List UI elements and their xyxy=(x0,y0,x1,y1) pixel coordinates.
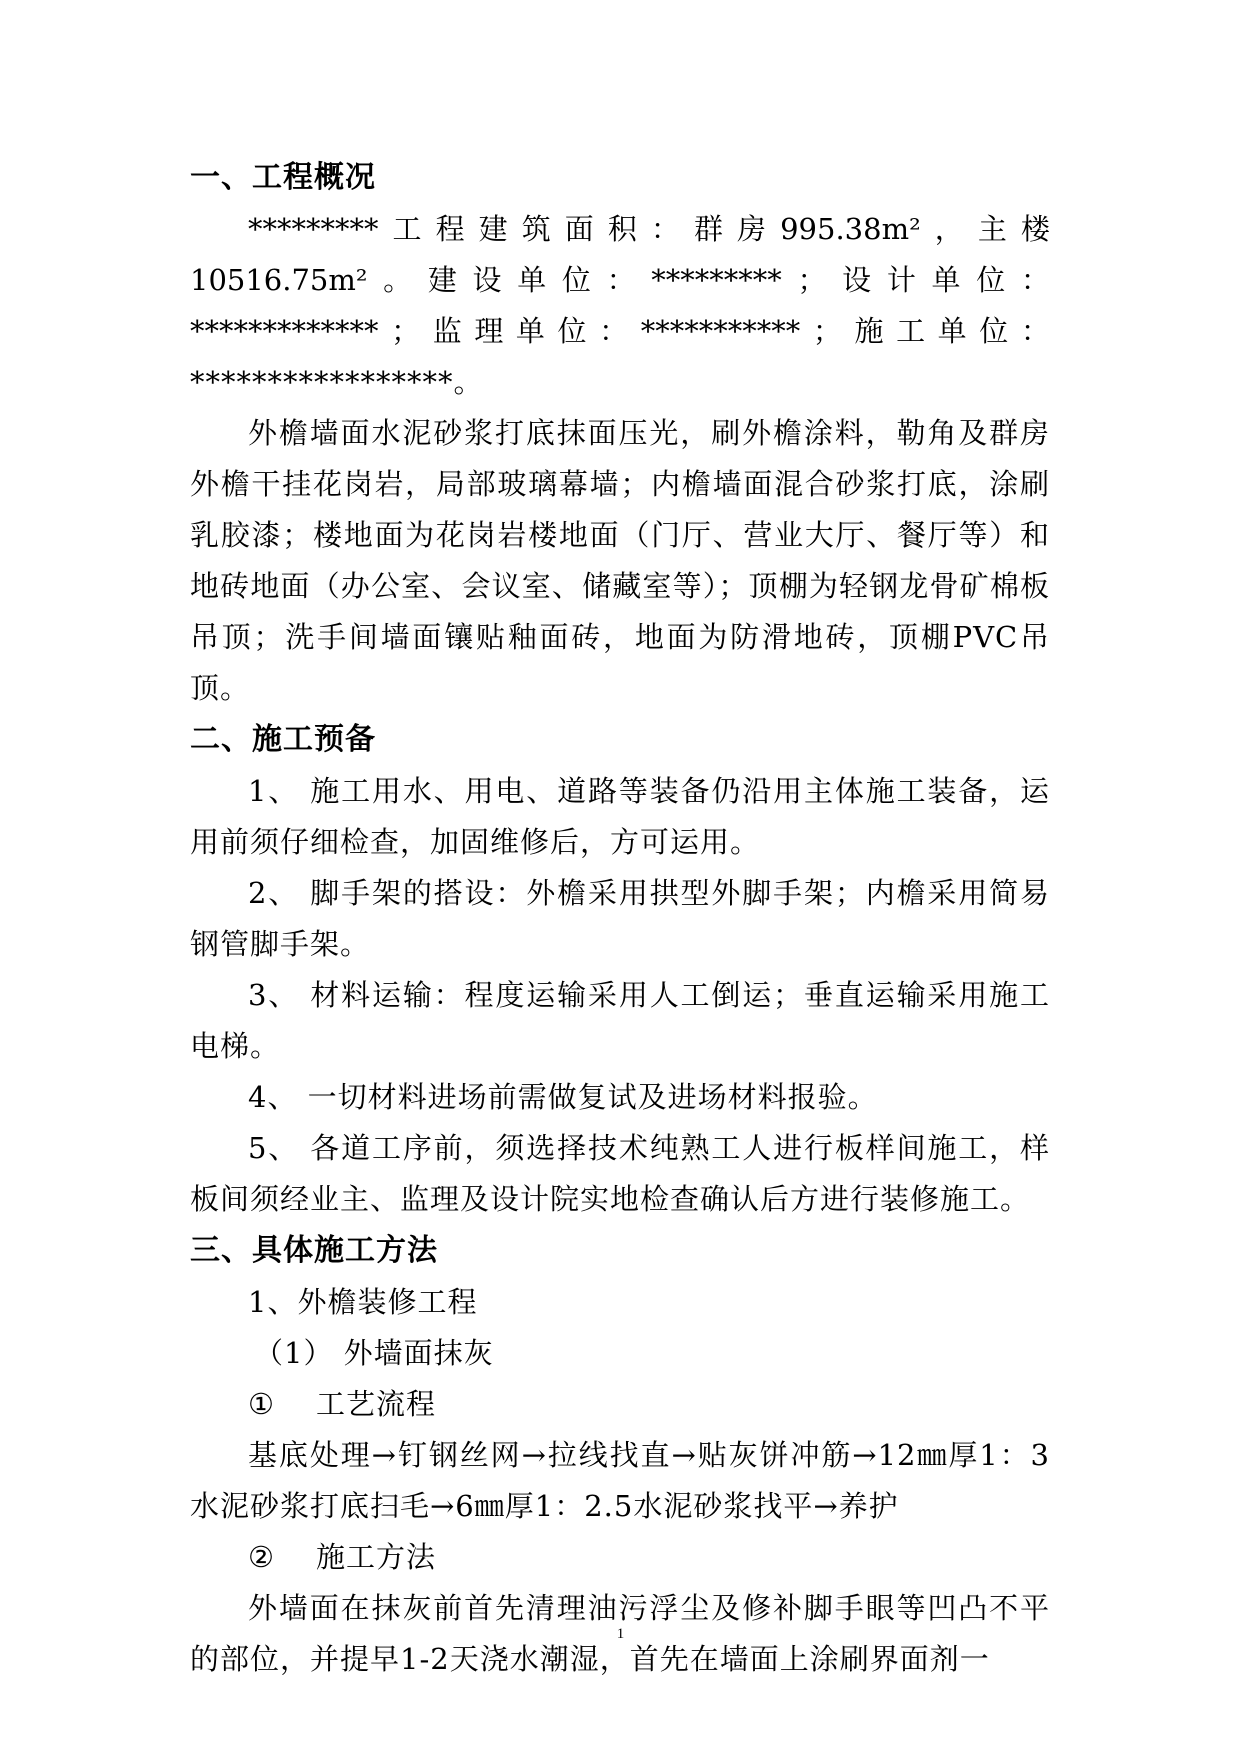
prep-item-2: 2、 脚手架的搭设：外檐采用拱型外脚手架；内檐采用简易钢管脚手架。 xyxy=(190,876,1050,961)
overview-token: 。 xyxy=(383,263,413,297)
prep-item-5: 5、 各道工序前，须选择技术纯熟工人进行板样间施工，样板间须经业主、监理及设计院实地检查确认后方进行装修施工。 xyxy=(190,1131,1050,1216)
section-heading-methods: 三、具体施工方法 xyxy=(190,1233,438,1268)
overview-token: 设 xyxy=(472,263,502,297)
overview-token: 房 xyxy=(737,212,767,246)
overview-token: 位 xyxy=(976,263,1006,297)
step-method-heading xyxy=(190,1532,1050,1583)
overview-token: ； xyxy=(391,314,421,348)
process-flow-text: 基底处理→钉钢丝网→拉线找直→贴灰饼冲筋→12㎜厚1：3水泥砂浆打底扫毛→6㎜厚1：2.5水泥砂浆找平→养护 xyxy=(190,1438,1050,1523)
subsection-exterior-finishing: 1、外檐装修工程 xyxy=(248,1285,478,1319)
overview-token: ： xyxy=(599,314,629,348)
overview-line-1 xyxy=(190,204,1050,255)
overview-token: ： xyxy=(650,212,680,246)
overview-token: 主 xyxy=(977,212,1007,246)
overview-token: ， xyxy=(934,212,964,246)
step-process-flow-heading xyxy=(190,1379,1050,1430)
overview-token: ： xyxy=(606,263,636,297)
overview-token: 工 xyxy=(896,314,926,348)
subsection-exterior-plastering: （1） 外墙面抹灰 xyxy=(254,1336,494,1370)
overview-token: ********* xyxy=(248,212,379,246)
page-number: 1 xyxy=(616,1626,625,1642)
overview-token: 群 xyxy=(693,212,723,246)
overview-token: 位 xyxy=(557,314,587,348)
overview-line-3 xyxy=(190,306,1050,357)
overview-token: 理 xyxy=(474,314,504,348)
prep-item-3: 3、 材料运输：程度运输采用人工倒运；垂直运输采用施工电梯。 xyxy=(190,978,1050,1063)
method-paragraph: 外墙面在抹灰前首先清理油污浮尘及修补脚手眼等凹凸不平的部位，并提早1-2天浇水潮湿，首先在墙面上涂刷界面剂一 xyxy=(190,1591,1050,1676)
overview-token: 监 xyxy=(432,314,462,348)
document-body xyxy=(190,152,1050,1685)
overview-token: 面 xyxy=(564,212,594,246)
overview-token: 积 xyxy=(607,212,637,246)
overview-token: 设 xyxy=(842,263,872,297)
overview-token: *********** xyxy=(640,314,801,348)
prep-item-4: 4、 一切材料进场前需做复试及进场材料报验。 xyxy=(248,1080,878,1114)
prep-item-1: 1、 施工用水、用电、道路等装备仍沿用主体施工装备，运用前须仔细检查，加固维修后，方可运用。 xyxy=(190,774,1050,859)
overview-token: 筑 xyxy=(521,212,551,246)
overview-token: ； xyxy=(797,263,827,297)
overview-token: 单 xyxy=(937,314,967,348)
overview-token: ； xyxy=(812,314,842,348)
overview-token: 位 xyxy=(561,263,591,297)
overview-token: 单 xyxy=(515,314,545,348)
overview-token: 程 xyxy=(435,212,465,246)
overview-token: 计 xyxy=(886,263,916,297)
section-heading-overview: 一、工程概况 xyxy=(190,160,376,195)
overview-token: 单 xyxy=(931,263,961,297)
overview-token: 995.38m² xyxy=(780,212,921,246)
overview-token: 施 xyxy=(854,314,884,348)
overview-token: 楼 xyxy=(1020,212,1050,246)
overview-token: ： xyxy=(1020,263,1050,297)
overview-token: 工 xyxy=(392,212,422,246)
overview-token: 单 xyxy=(517,263,547,297)
step-number-1: ① xyxy=(248,1387,275,1421)
overview-token: 建 xyxy=(427,263,457,297)
overview-line-4: *****************。 xyxy=(190,365,484,399)
overview-token: ************* xyxy=(190,314,379,348)
step-number-2: ② xyxy=(248,1540,275,1574)
overview-token: 建 xyxy=(478,212,508,246)
overview-token: 位 xyxy=(979,314,1009,348)
overview-token: ********* xyxy=(651,263,782,297)
step-label-method: 施工方法 xyxy=(316,1540,437,1574)
step-label-process-flow: 工艺流程 xyxy=(316,1387,437,1421)
overview-token: 10516.75m² xyxy=(190,263,368,297)
overview-token: ： xyxy=(1020,314,1050,348)
overview-line-2 xyxy=(190,255,1050,306)
overview-paragraph-finishes: 外檐墙面水泥砂浆打底抹面压光，刷外檐涂料，勒角及群房外檐干挂花岗岩，局部玻璃幕墙；内檐墙面混合砂浆打底，涂刷乳胶漆；楼地面为花岗岩楼地面（门厅、营业大厅、餐厅等）和地砖地面（办公室、会议室、储藏室等）；顶棚为轻钢龙骨矿棉板吊顶；洗手间墙面镶贴釉面砖，地面为防滑地砖，顶棚PVC吊顶。 xyxy=(190,416,1050,705)
section-heading-preparation: 二、施工预备 xyxy=(190,722,376,757)
